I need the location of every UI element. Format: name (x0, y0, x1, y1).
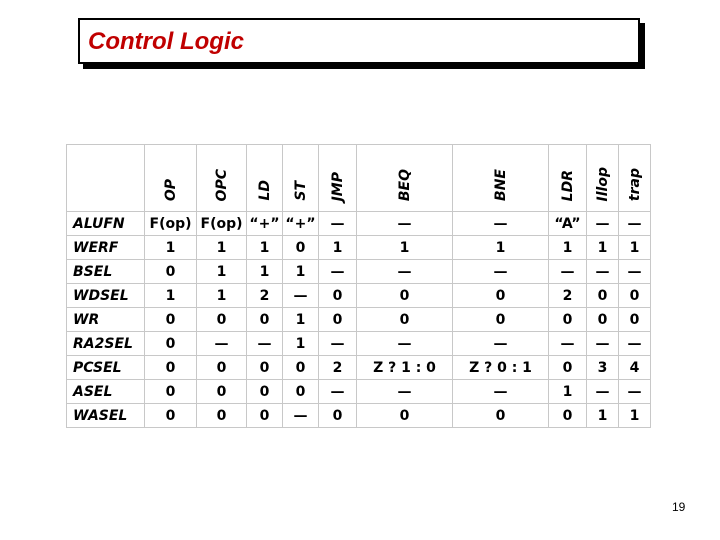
table-row (67, 380, 651, 404)
table-row (67, 284, 651, 308)
cell: “+” (247, 212, 283, 236)
cell: 1 (247, 260, 283, 284)
cell: — (357, 332, 453, 356)
table-row (67, 212, 651, 236)
cell: 2 (247, 284, 283, 308)
cell: — (453, 212, 549, 236)
cell: 0 (197, 356, 247, 380)
cell: 1 (197, 284, 247, 308)
cell: 0 (357, 404, 453, 428)
cell: 0 (197, 404, 247, 428)
cell: — (587, 212, 619, 236)
cell: 1 (357, 236, 453, 260)
cell: — (453, 260, 549, 284)
table-row (67, 236, 651, 260)
cell: 1 (319, 236, 357, 260)
column-header: BNE (453, 145, 549, 212)
row-label: PCSEL (67, 356, 145, 380)
cell: — (587, 380, 619, 404)
cell: 0 (247, 380, 283, 404)
cell: — (453, 332, 549, 356)
column-header: trap (619, 145, 651, 212)
row-label: ASEL (67, 380, 145, 404)
cell: 0 (145, 308, 197, 332)
row-label: ALUFN (67, 212, 145, 236)
cell: 0 (357, 308, 453, 332)
cell: Z ? 1 : 0 (357, 356, 453, 380)
title-box (78, 18, 640, 64)
cell: — (357, 380, 453, 404)
cell: 1 (145, 284, 197, 308)
cell: 0 (453, 404, 549, 428)
cell: — (319, 332, 357, 356)
cell: — (283, 284, 319, 308)
cell: 1 (619, 404, 651, 428)
cell: 0 (549, 308, 587, 332)
row-label: WR (67, 308, 145, 332)
table-row (67, 308, 651, 332)
cell: — (197, 332, 247, 356)
row-label: WDSEL (67, 284, 145, 308)
cell: — (319, 212, 357, 236)
slide-title: Control Logic (88, 28, 244, 55)
cell: — (319, 260, 357, 284)
cell: 0 (319, 308, 357, 332)
cell: 0 (453, 308, 549, 332)
cell: 1 (587, 236, 619, 260)
cell: 0 (283, 380, 319, 404)
cell: — (619, 380, 651, 404)
table-row (67, 260, 651, 284)
cell: 1 (283, 308, 319, 332)
cell: 0 (247, 308, 283, 332)
cell: 0 (619, 308, 651, 332)
cell: 1 (549, 236, 587, 260)
cell: — (549, 260, 587, 284)
cell: 0 (145, 332, 197, 356)
cell: — (453, 380, 549, 404)
cell: 0 (283, 356, 319, 380)
cell: — (319, 380, 357, 404)
cell: 0 (587, 308, 619, 332)
row-label: BSEL (67, 260, 145, 284)
cell: — (247, 332, 283, 356)
cell: — (357, 212, 453, 236)
cell: 0 (319, 284, 357, 308)
cell: 1 (549, 380, 587, 404)
cell: 0 (319, 404, 357, 428)
cell: 0 (549, 356, 587, 380)
table-row (67, 404, 651, 428)
cell: 0 (619, 284, 651, 308)
cell: 0 (145, 404, 197, 428)
table-row (67, 356, 651, 380)
header-row (67, 145, 651, 212)
cell: 0 (247, 356, 283, 380)
table-row (67, 332, 651, 356)
page-number: 19 (672, 500, 686, 514)
cell: 0 (145, 356, 197, 380)
cell: 1 (247, 236, 283, 260)
row-label: WERF (67, 236, 145, 260)
cell: 1 (453, 236, 549, 260)
cell: 4 (619, 356, 651, 380)
row-label: RA2SEL (67, 332, 145, 356)
cell: 0 (357, 284, 453, 308)
column-header: JMP (319, 145, 357, 212)
cell: 0 (197, 380, 247, 404)
cell: — (619, 332, 651, 356)
cell: 1 (145, 236, 197, 260)
column-header: OPC (197, 145, 247, 212)
cell: — (587, 260, 619, 284)
cell: — (619, 260, 651, 284)
cell: 2 (319, 356, 357, 380)
cell: 3 (587, 356, 619, 380)
cell: — (357, 260, 453, 284)
cell: — (587, 332, 619, 356)
cell: — (619, 212, 651, 236)
cell: 0 (197, 308, 247, 332)
cell: 0 (453, 284, 549, 308)
cell: 1 (197, 260, 247, 284)
column-header: BEQ (357, 145, 453, 212)
cell: F(op) (145, 212, 197, 236)
cell: — (283, 404, 319, 428)
row-label: WASEL (67, 404, 145, 428)
corner-cell (67, 145, 145, 212)
cell: 0 (283, 236, 319, 260)
cell: Z ? 0 : 1 (453, 356, 549, 380)
column-header: Illop (587, 145, 619, 212)
cell: F(op) (197, 212, 247, 236)
cell: 0 (587, 284, 619, 308)
cell: 1 (197, 236, 247, 260)
cell: 1 (587, 404, 619, 428)
cell: — (549, 332, 587, 356)
cell: 1 (619, 236, 651, 260)
control-logic-table (66, 144, 651, 428)
cell: “A” (549, 212, 587, 236)
column-header: LDR (549, 145, 587, 212)
cell: 0 (549, 404, 587, 428)
column-header: LD (247, 145, 283, 212)
cell: 0 (145, 380, 197, 404)
cell: 0 (145, 260, 197, 284)
cell: 2 (549, 284, 587, 308)
cell: “+” (283, 212, 319, 236)
column-header: OP (145, 145, 197, 212)
cell: 0 (247, 404, 283, 428)
column-header: ST (283, 145, 319, 212)
cell: 1 (283, 260, 319, 284)
cell: 1 (283, 332, 319, 356)
